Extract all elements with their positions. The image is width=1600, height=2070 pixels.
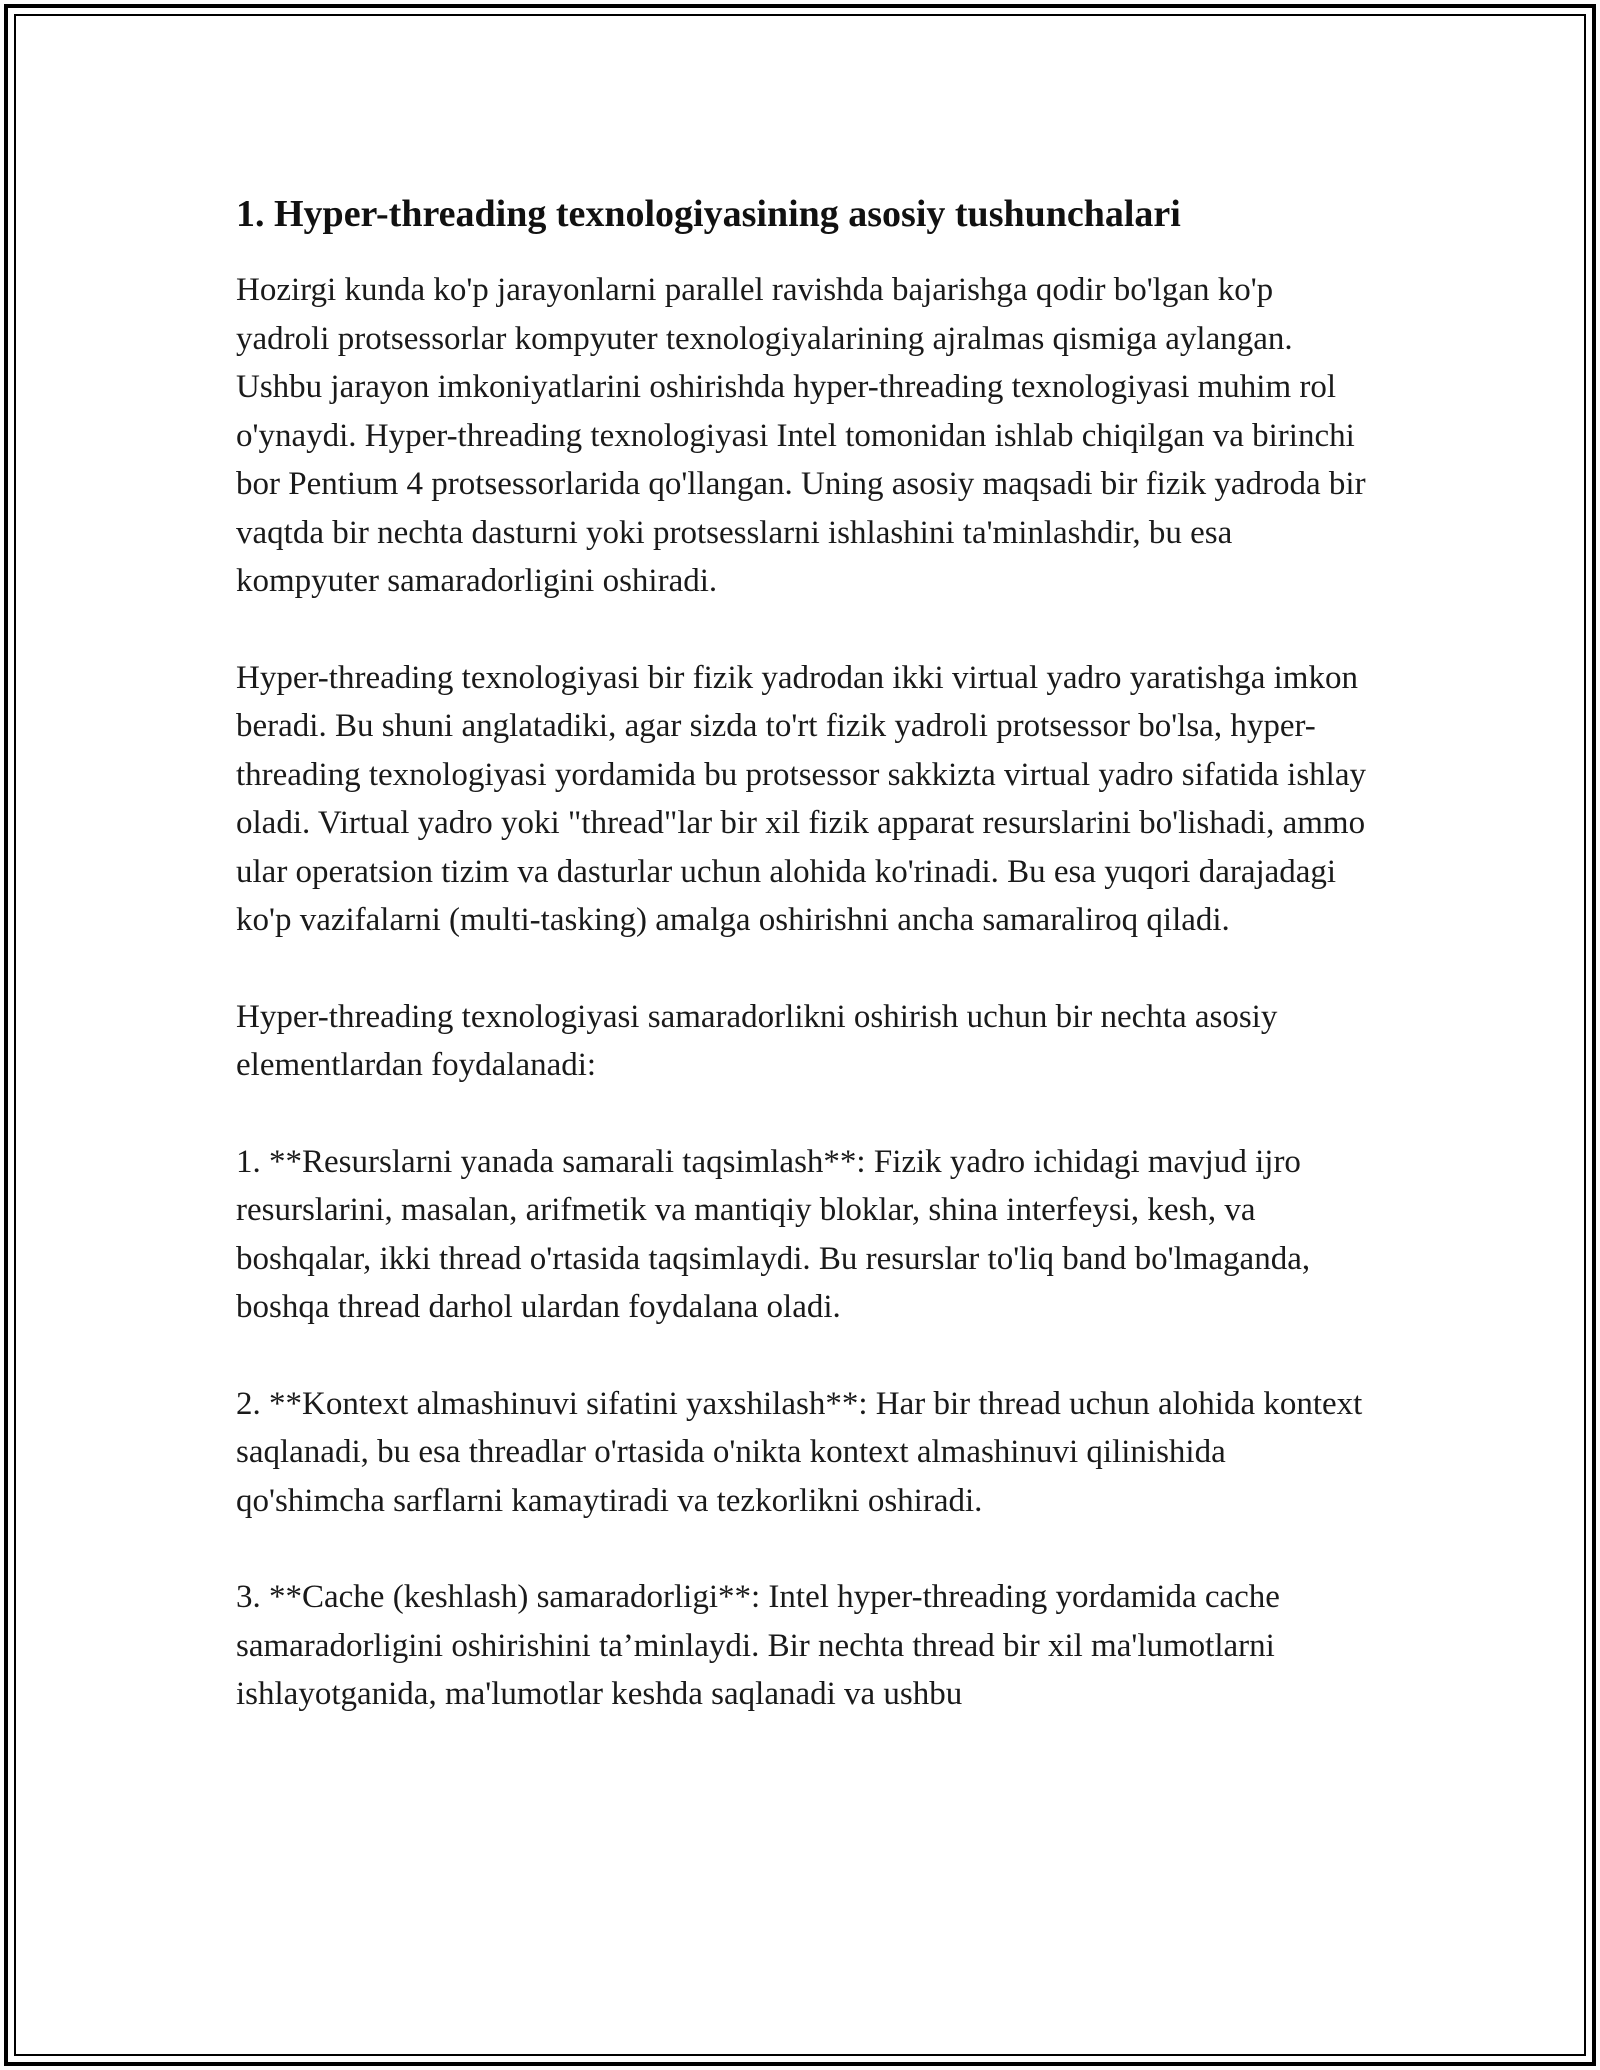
list-item-cache: 3. **Cache (keshlash) samaradorligi**: Intel hyper-threading yordamida cache samaradorligini oshirishini ta’minlaydi. Bir nechta thread bir xil ma'lumotlarni ishlayotganida, ma'lumotlar keshda saqlanadi va ushbu [236,1579,1280,1712]
list-item-resources: 1. **Resurslarni yanada samarali taqsimlash**: Fizik yadro ichidagi mavjud ijro resurslarini, masalan, arifmetik va mantiqiy bloklar, shina interfeysi, kesh, va boshqalar, ikki thread o'rtasida taqsimlaydi. Bu resurslar to'liq band bo'lmaganda, boshqa thread darhol ulardan foydalana oladi. [236,1143,1311,1325]
paragraph-intro: Hozirgi kunda ko'p jarayonlarni parallel ravishda bajarishga qodir bo'lgan ko'p yadroli protsessorlar kompyuter texnologiyalarining ajralmas qismiga aylangan. Ushbu jarayon imkoniyatlarini oshirishda hyper-threading texnologiyasi muhim rol o'ynaydi. Hyper-threading texnologiyasi Intel tomonidan ishlab chiqilgan va birinchi bor Pentium 4 protsessorlarida qo'llangan. Uning asosiy maqsadi bir fizik yadroda bir vaqtda bir nechta dasturni yoki protsesslarni ishlashini ta'minlashdir, bu esa kompyuter samaradorligini oshiradi. [236,272,1366,599]
list-item-context: 2. **Kontext almashinuvi sifatini yaxshilash**: Har bir thread uchun alohida kontext saqlanadi, bu esa threadlar o'rtasida o'nikta kontext almashinuvi qilinishida qo'shimcha sarflarni kamaytiradi va tezkorlikni oshiradi. [236,1385,1363,1519]
paragraph-elements-lead: Hyper-threading texnologiyasi samaradorlikni oshirish uchun bir nechta asosiy elementlardan foydalanadi: [236,998,1278,1083]
document-page [236,186,1366,1767]
paragraph-virtual-cores: Hyper-threading texnologiyasi bir fizik yadrodan ikki virtual yadro yaratishga imkon beradi. Bu shuni anglatadiki, agar sizda to'rt fizik yadroli protsessor bo'lsa, hyper-threading texnologiyasi yordamida bu protsessor sakkizta virtual yadro sifatida ishlay oladi. Virtual yadro yoki "thread"lar bir xil fizik apparat resurslarini bo'lishadi, ammo ular operatsion tizim va dasturlar uchun alohida ko'rinadi. Bu esa yuqori darajadagi ko'p vazifalarni (multi-tasking) amalga oshirishni ancha samaraliroq qiladi. [236,659,1366,938]
section-title: 1. Hyper-threading texnologiyasining asosiy tushunchalari [236,193,1181,235]
